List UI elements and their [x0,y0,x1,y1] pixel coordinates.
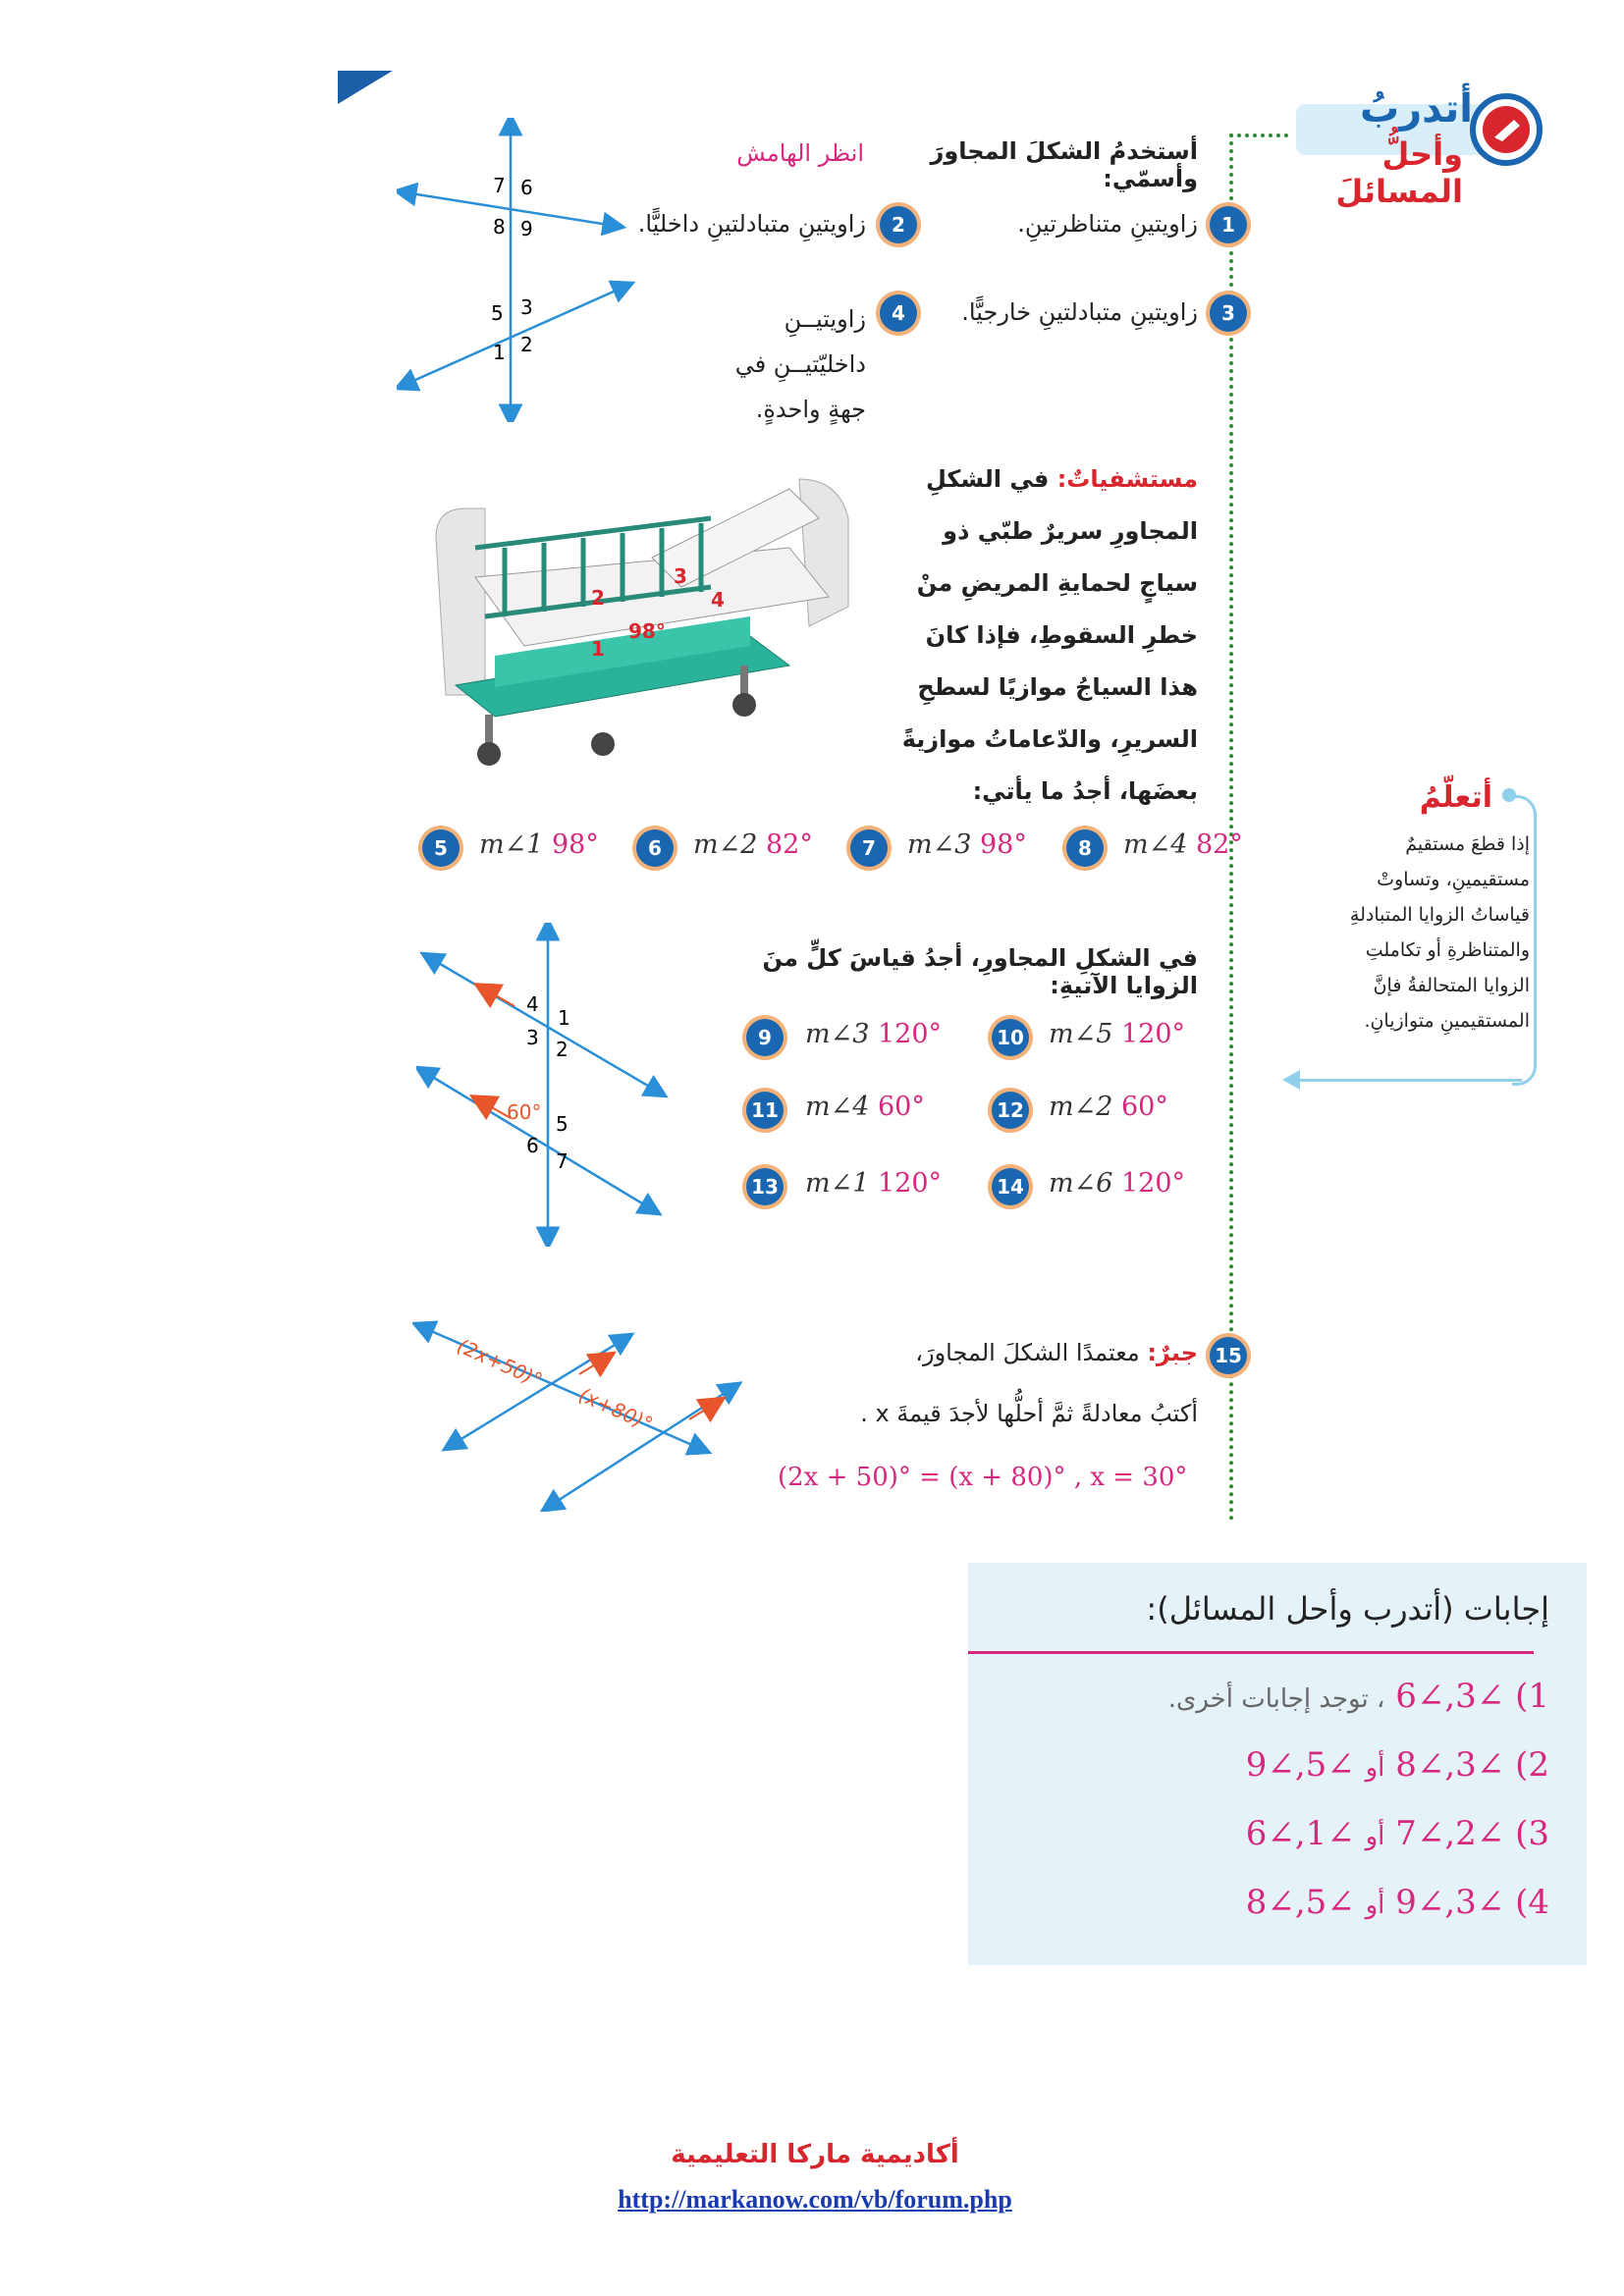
fig3-label-3: 3 [526,1026,539,1049]
answer-8-expr: m∠4 [1123,829,1188,860]
fig3-label-4: 4 [526,992,539,1016]
sidebar-arrow-icon [1282,1070,1302,1090]
sidebar-line-4: والمتناظرةِ أو تكاملتِ [1365,939,1530,961]
answer-13-value: 120° [878,1168,943,1199]
answer-5-expr: m∠1 [479,829,544,860]
section1-instruction: أستخدمُ الشكلَ المجاورَ وأسمّي: [930,137,1198,192]
answer-row-4-or: أو [1365,1891,1385,1920]
badge-3: 3 [1210,294,1247,332]
answer-5 [479,829,599,860]
figure-3-lines [416,923,672,1247]
figure-1-lines [397,118,652,422]
section1-note: انظر الهامش [736,139,864,167]
fig1-label-5: 5 [491,301,504,325]
figure-4-lines [412,1315,746,1512]
answer-7-value: 98° [980,829,1027,860]
answer-13 [805,1168,942,1199]
answer-row-4-alt: ∠5,∠8 [1245,1883,1355,1922]
answer-12-value: 60° [1121,1092,1168,1122]
badge-6: 6 [636,829,674,867]
section2-text [880,454,1198,818]
badge-14: 14 [992,1168,1029,1205]
answer-row-2-num: 2) [1515,1745,1549,1785]
section4-solution: (2x + 50)° = (x + 80)° , x = 30° [778,1463,1188,1492]
badge-13: 13 [746,1168,784,1205]
answer-10-expr: m∠5 [1049,1019,1113,1049]
answer-7 [907,829,1027,860]
fig3-label-6: 6 [526,1134,539,1157]
answer-row-3-num: 3) [1515,1814,1549,1853]
answer-row-3-alt: ∠1,∠6 [1245,1814,1355,1853]
badge-8: 8 [1066,829,1104,867]
section4-text1: معتمدًا الشكلَ المجاورَ، [915,1339,1140,1366]
answer-11-value: 60° [878,1092,925,1122]
answer-14-expr: m∠6 [1049,1168,1113,1199]
hospital-bed-image [416,459,868,774]
answer-8-value: 82° [1196,829,1243,860]
sidebar-title: أتعلّمُ [1419,780,1492,815]
badge-9: 9 [746,1019,784,1056]
badge-5: 5 [422,829,460,867]
section4-line1 [864,1339,1198,1366]
answer-row-1 [988,1677,1549,1716]
item-2-text: زاويتينِ متبادلتينِ داخليًّا. [637,210,866,238]
answer-14-value: 120° [1121,1168,1186,1199]
fig1-label-8: 8 [493,215,506,239]
badge-11: 11 [746,1092,784,1129]
footer-url[interactable]: http://markanow.com/vb/forum.php [618,2185,1012,2214]
answer-11-expr: m∠4 [805,1092,870,1122]
dotted-divider-top [1229,133,1288,137]
header-title-line1: أتدربُ [1359,86,1473,132]
fig4-label-2: (x+80)° [574,1382,657,1436]
answer-11 [805,1092,925,1122]
answer-9-value: 120° [878,1019,943,1049]
badge-15: 15 [1210,1337,1247,1374]
sidebar-line-6: المستقيمينِ متوازيانِ. [1364,1010,1530,1032]
answers-box [968,1563,1587,1965]
header-title-line2: وأحلُّ المسائلَ [1335,135,1463,210]
answer-12-expr: m∠2 [1049,1092,1113,1122]
badge-2: 2 [880,206,917,243]
sidebar-line-3: قياساتُ الزوايا المتبادلةِ [1349,904,1530,926]
fig1-label-6: 6 [520,176,533,199]
answer-6-value: 82° [766,829,813,860]
item-1-text: زاويتينِ متناظرتينِ. [1017,210,1198,238]
answer-row-3-main: ∠2,∠7 [1395,1814,1505,1853]
answer-row-2-main: ∠3,∠8 [1395,1745,1505,1785]
answer-row-1-main: ∠3,∠6 [1395,1677,1505,1716]
badge-10: 10 [992,1019,1029,1056]
fig4-label-1: (2x+50)° [453,1333,547,1393]
item-3-text: زاويتينِ متبادلتينِ خارجيًّا. [961,298,1198,326]
section4-label: جبرٌ: [1147,1339,1198,1366]
answer-row-1-num: 1) [1515,1677,1549,1716]
answer-6-expr: m∠2 [693,829,758,860]
answer-9-expr: m∠3 [805,1019,870,1049]
sidebar-line-5: الزوايا المتحالفةُ فإنَّ [1373,975,1530,996]
bed-label-98: 98° [628,619,666,643]
answer-12 [1049,1092,1168,1122]
fig1-label-1: 1 [493,341,506,364]
answer-13-expr: m∠1 [805,1168,870,1199]
badge-1: 1 [1210,206,1247,243]
section3-instruction: في الشكلِ المجاورِ، أجدُ قياسَ كلٍّ منَ الزوايا الآتيةِ: [762,944,1198,999]
answer-row-1-note: ، توجد إجابات أخرى. [1167,1684,1385,1714]
fig3-label-5: 5 [556,1112,568,1136]
corner-triangle [338,71,393,104]
sidebar-dot [1502,788,1516,802]
fig3-label-1: 1 [558,1006,570,1030]
sidebar-text [1298,827,1530,1039]
item-4-text: زاويتيــنِ داخليّتيــنِ في جهةٍ واحدةٍ. [734,305,866,423]
answer-row-4-num: 4) [1515,1883,1549,1922]
badge-4: 4 [880,294,917,332]
bed-label-2: 2 [591,586,605,610]
fig3-label-7: 7 [556,1149,568,1173]
answer-8 [1123,829,1243,860]
fig3-label-2: 2 [556,1038,568,1061]
answer-6 [693,829,813,860]
fig1-label-9: 9 [520,217,533,240]
answer-9 [805,1019,942,1049]
answer-row-4-main: ∠3,∠9 [1395,1883,1505,1922]
sidebar-pointer-line [1296,1079,1522,1082]
answers-title-underline [968,1651,1534,1654]
dotted-divider [1229,133,1233,1522]
footer-academy: أكاديمية ماركا التعليمية [671,2140,959,2169]
section2-body: في الشكلِ المجاورِ سريرٌ طبّي ذو سياجٍ لحمايةِ المريضِ منْ خطرِ السقوطِ، فإذا كانَ هذا السياجُ موازيًا لسطحِ السريرِ، والدّعاماتُ موازيةً بعضَها، أجدُ ما يأتي: [901,465,1198,805]
answer-10-value: 120° [1121,1019,1186,1049]
section2-label: مستشفياتٌ: [1056,465,1198,493]
answer-row-2 [988,1745,1549,1785]
fig1-label-2: 2 [520,333,533,356]
answer-row-3 [988,1814,1549,1853]
sidebar-line-2: مستقيمينِ، وتساوتْ [1377,869,1530,890]
fig1-label-7: 7 [493,174,506,197]
fig3-label-60: 60° [507,1100,542,1124]
answer-row-3-or: أو [1365,1822,1385,1851]
answer-5-value: 98° [552,829,599,860]
bed-label-4: 4 [711,588,725,612]
section4-text2: أكتبُ معادلةً ثمَّ أحلُّها لأجدَ قيمةَ x . [860,1400,1198,1427]
bed-label-1: 1 [591,637,605,661]
answer-10 [1049,1019,1185,1049]
fig1-label-3: 3 [520,295,533,319]
answer-row-4 [988,1883,1549,1922]
sidebar-line-1: إذا قطعَ مستقيمٌ [1405,833,1530,855]
answer-7-expr: m∠3 [907,829,972,860]
bed-label-3: 3 [674,564,687,588]
answer-row-2-or: أو [1365,1753,1385,1783]
badge-12: 12 [992,1092,1029,1129]
badge-7: 7 [850,829,888,867]
answer-14 [1049,1168,1185,1199]
answers-title: إجابات (أتدرب وأحل المسائل): [1146,1590,1549,1628]
answer-row-2-alt: ∠5,∠9 [1245,1745,1355,1785]
